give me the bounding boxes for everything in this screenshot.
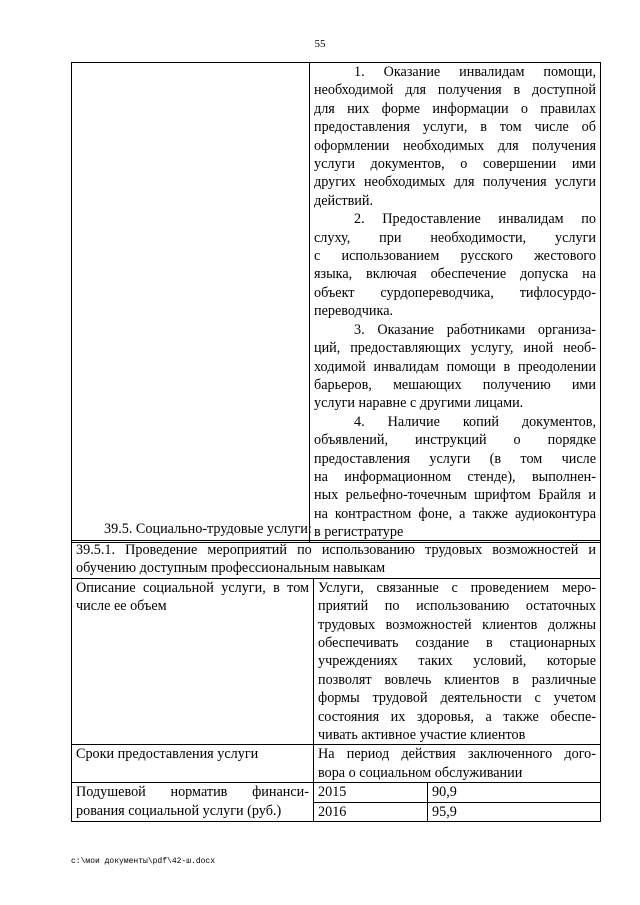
accessibility-item-4: 4. Наличие копий документов, объявлений, инструкций о порядке предоставления услуги (в том числе на информационном стенде), выполнен- ных рельефно-точечным шрифтом Брайля и на контрастном фоне, а также аудиоконтура в регистратуре — [314, 413, 596, 541]
accessibility-item-2: 2. Предоставление инвалидам по слуху, при необходимости, услуги с использованием русского жестового языка, включая обеспечение допуска на объект сурдопереводчика, тифлосурдо- переводчика. — [314, 211, 596, 320]
norm-label: Подушевой норматив финанси- рования социальной услуги (руб.) — [72, 783, 314, 822]
page-number: 55 — [314, 38, 326, 50]
accessibility-item-3: 3. Оказание работниками организа- ций, предоставляющих услугу, иной необ- ходимой инвалидам помощи в преодолении барьеров, мешающих получению ими услуги наравне с другими лицами. — [314, 321, 596, 412]
service-title: 39.5.1. Проведение мероприятий по использованию трудовых возможностей и обучению доступным профессиональным навыкам — [72, 541, 601, 579]
continuation-right-cell — [310, 63, 601, 543]
footer-file-path: c:\мои документы\pdf\42-ш.docx — [71, 857, 216, 866]
accessibility-item-1: 1. Оказание инвалидам помощи, необходимой для получения в доступной для них форме информации о правилах предоставления услуги, в том числе об оформлении необходимых для получения услуги документов, о совершении ими других необходимых для получения услуги действий. — [314, 64, 596, 209]
section-heading: 39.5. Социально-трудовые услуги: — [104, 521, 312, 537]
continuation-left-cell — [72, 63, 310, 543]
terms-label: Сроки предоставления услуги — [72, 745, 314, 783]
description-label: Описание социальной услуги, в том числе ее объем — [72, 578, 314, 745]
norm-year-cell: 2015 — [314, 783, 428, 802]
norm-value-cell: 95,9 — [428, 802, 601, 821]
terms-value: На период действия заключенного дого- вора о социальном обслуживании — [314, 745, 601, 783]
description-value: Услуги, связанные с проведением меро- приятий по использованию остаточных трудовых возможностей клиентов должны обеспечивать создание в стационарных учреждениях таких условий, которые позволят вовлечь клиентов в различные формы трудовой деятельности с учетом состояния их здоровья, а также обеспе- чивать активное участие клиентов — [314, 578, 601, 745]
norm-year-cell: 2016 — [314, 802, 428, 821]
norm-value-cell: 90,9 — [428, 783, 601, 802]
continuation-table — [71, 62, 601, 543]
service-table — [71, 540, 601, 822]
